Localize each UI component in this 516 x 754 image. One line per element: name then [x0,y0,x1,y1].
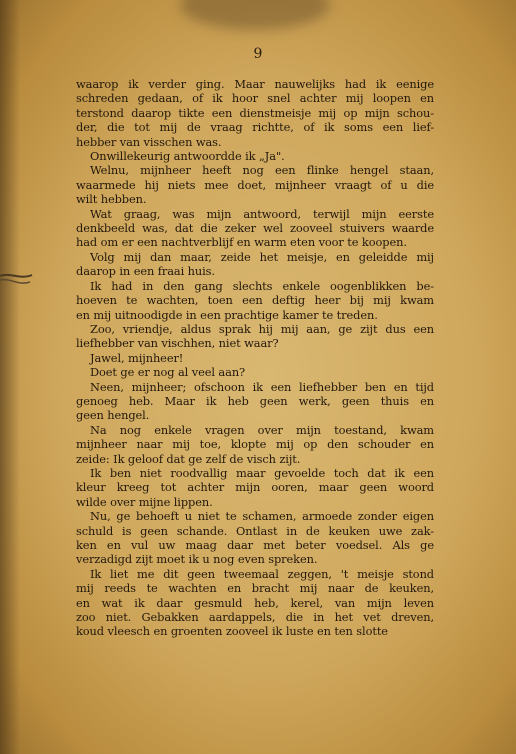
text-line: zoo niet. Gebakken aardappels, die in het vet dreven, [76,610,434,625]
text-line: genoeg heb. Maar ik heb geen werk, geen thuis en [76,393,434,408]
paragraph [76,163,434,206]
text-line: Jawel, mijnheer! [90,350,184,365]
paragraph [76,322,434,351]
text-line: had om er een nachtverblijf en warm eten voor te koopen. [76,235,407,250]
binding-shadow [0,0,20,754]
text-line: Volg mij dan maar, zeide het meisje, en geleidde mij [90,249,434,264]
text-line: schuld is geen schande. Ontlast in de keuken uwe zak- [76,523,434,538]
text-line: daarop in een fraai huis. [76,264,215,279]
text-line: verzadigd zijt moet ik u nog even spreken. [76,552,318,567]
text-line: kleur kreeg tot achter mijn ooren, maar geen woord [76,480,434,495]
text-line: schreden gedaan, of ik hoor snel achter mij loopen en [76,91,434,106]
paper-stain [180,0,330,30]
text-line: koud vleesch en groenten zooveel ik luste en ten slotte [76,624,388,639]
paragraph [76,351,434,365]
body-text [76,77,434,639]
text-line: Na nog enkele vragen over mijn toestand, kwam [90,422,434,437]
text-line: mij reeds te wachten en bracht mij naar de keuken, [76,581,434,596]
text-line: hebber van visschen was. [76,134,222,149]
text-line: wilt hebben. [76,192,147,207]
text-line: Welnu, mijnheer heeft nog een flinke hengel staan, [90,163,434,178]
text-line: en mij uitnoodigde in een prachtige kamer te treden. [76,307,378,322]
text-line: Wat graag, was mijn antwoord, terwijl mijn eerste [90,206,434,221]
paragraph [76,380,434,423]
paragraph [76,279,434,322]
page-number: 9 [253,46,263,62]
text-line: ken en vul uw maag daar met beter voedsel. Als ge [76,538,434,552]
paragraph [76,509,434,567]
text-line: zeide: Ik geloof dat ge zelf de visch zijt. [76,451,301,466]
text-line: der, die tot mij de vraag richtte, of ik soms een lief- [76,120,434,135]
text-line: liefhebber van vischhen, niet waar? [76,336,279,351]
binding-thread [0,258,34,296]
text-line: en wat ik daar gesmuld heb, kerel, van mijn leven [76,595,434,610]
text-line: waarop ik verder ging. Maar nauwelijks had ik eenige [76,77,434,91]
paragraph [76,250,434,279]
paragraph [76,77,434,149]
text-line: geen hengel. [76,408,150,423]
text-line: Ik had in den gang slechts enkele oogenblikken be- [90,278,434,293]
text-line: terstond daarop tikte een dienstmeisje mij op mijn schou- [76,105,434,120]
paragraph [76,365,434,379]
text-line: Neen, mijnheer; ofschoon ik een liefhebber ben en tijd [90,379,434,394]
text-line: Ik ben niet roodvallig maar gevoelde toch dat ik een [90,465,434,480]
text-line: Zoo, vriendje, aldus sprak hij mij aan, ge zijt dus een [90,321,434,336]
text-line: Ik liet me dit geen tweemaal zeggen, 't meisje stond [90,566,434,581]
text-line: mijnheer naar mij toe, klopte mij op den schouder en [76,437,434,452]
text-line: Onwillekeurig antwoordde ik „Ja". [90,149,285,164]
paragraph [76,466,434,509]
text-line: hoeven te wachten, toen een deftig heer bij mij kwam [76,293,434,308]
text-line: waarmede hij niets mee doet, mijnheer vraagt of u die [76,177,434,192]
text-line: Nu, ge behoeft u niet te schamen, armoede zonder eigen [90,509,434,524]
paragraph [76,207,434,250]
text-line: Doet ge er nog al veel aan? [90,365,246,380]
text-line: wilde over mijne lippen. [76,494,213,509]
paragraph [76,149,434,163]
paragraph [76,567,434,639]
text-line: denkbeeld was, dat die zeker wel zooveel stuivers waarde [76,221,434,236]
paragraph [76,423,434,466]
